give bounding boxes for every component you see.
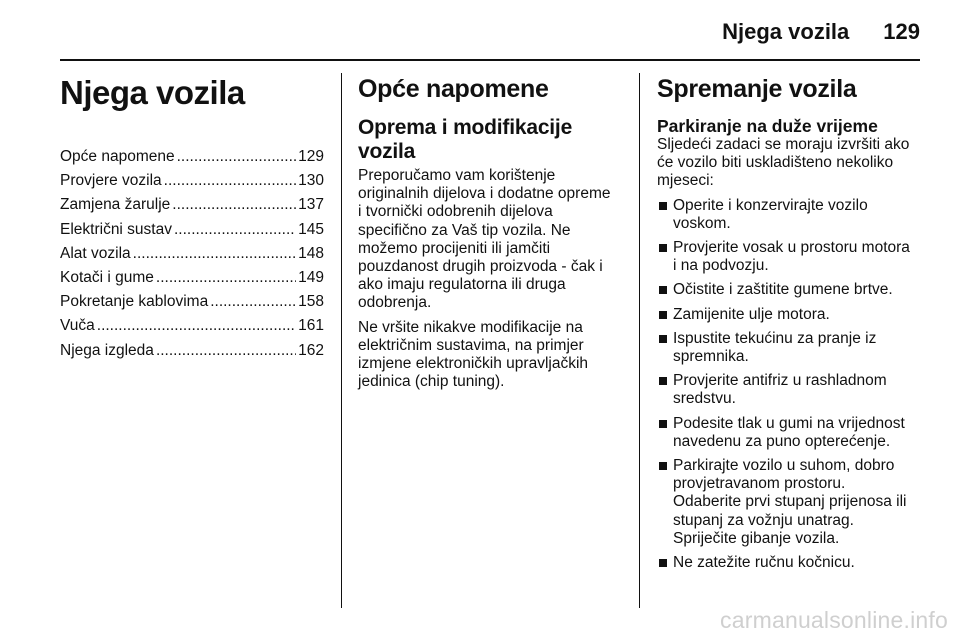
paragraph-no-modifications: Ne vršite nikakve modifikacije na električnim sustavima, na primjer izmjene elektroničkih upravljačkih jedinica (chip tuning). xyxy=(358,318,589,391)
bullet-square-icon xyxy=(659,244,667,252)
bullet-square-icon xyxy=(659,286,667,294)
list-item: Podesite tlak u gumi na vrijednost navedenu za puno opterećenje. xyxy=(657,415,924,451)
chapter-title: Njega vozila xyxy=(60,74,245,111)
list-item: Parkirajte vozilo u suhom, dobro provjetravanom prostoru. Odaberite prvi stupanj prijenosa ili stupanj za vožnju unatrag. Spriječite gibanje vozila. xyxy=(657,457,924,548)
toc-entry[interactable]: Provjere vozila ..... 130 xyxy=(60,169,324,193)
toc-entry[interactable]: Opće napomene ..... 129 xyxy=(60,145,324,169)
watermark: carmanualsonline.info xyxy=(720,607,948,633)
header-rule xyxy=(60,59,920,61)
list-item: Provjerite vosak u prostoru motora i na podvozju. xyxy=(657,239,924,275)
toc-entry[interactable]: Električni sustav ..... 145 xyxy=(60,218,324,242)
paragraph-original-parts: Preporučamo vam korištenje originalnih dijelova i dodatne opreme i tvornički odobrenih dijelova specifično za Vaš tip vozila. Ne možemo procijeniti ili jamčiti pouzdanost drugih proizvoda - čak i ako imaju regulatorna ili druga odobrenja. xyxy=(358,167,611,312)
page-header xyxy=(620,16,920,48)
toc-entry[interactable]: Kotači i gume ..... 149 xyxy=(60,266,324,290)
column-divider-2 xyxy=(639,73,640,608)
header-page-number: 129 xyxy=(883,19,920,44)
table-of-contents xyxy=(60,145,324,363)
subsection-heading: Parkiranje na duže vrijeme xyxy=(657,116,878,136)
bullet-square-icon xyxy=(659,311,667,319)
general-notes-column xyxy=(358,72,626,391)
list-item: Ne zatežite ručnu kočnicu. xyxy=(657,554,924,572)
bullet-square-icon xyxy=(659,462,667,470)
subsection-heading: Oprema i modifikacije vozila xyxy=(358,116,573,163)
bullet-square-icon xyxy=(659,377,667,385)
bullet-square-icon xyxy=(659,202,667,210)
list-item: Provjerite antifriz u rashladnom sredstvu. xyxy=(657,372,924,408)
column-divider-1 xyxy=(341,73,342,608)
bullet-square-icon xyxy=(659,335,667,343)
list-item: Očistite i zaštitite gumene brtve. xyxy=(657,281,924,299)
list-item: Operite i konzervirajte vozilo voskom. xyxy=(657,197,924,233)
list-item: Ispustite tekućinu za pranje iz spremnika. xyxy=(657,330,924,366)
bullet-square-icon xyxy=(659,420,667,428)
toc-entry[interactable]: Vuča ..... 161 xyxy=(60,314,324,338)
storage-task-list xyxy=(657,197,924,573)
section-heading: Opće napomene xyxy=(358,75,549,103)
toc-entry[interactable]: Alat vozila ..... 148 xyxy=(60,242,324,266)
vehicle-storage-column xyxy=(657,72,924,578)
header-title: Njega vozila xyxy=(722,19,850,44)
chapter-column xyxy=(60,72,324,363)
toc-entry[interactable]: Pokretanje kablovima ..... 158 xyxy=(60,290,324,314)
bullet-square-icon xyxy=(659,559,667,567)
toc-entry[interactable]: Njega izgleda ..... 162 xyxy=(60,339,324,363)
toc-entry[interactable]: Zamjena žarulje ..... 137 xyxy=(60,193,324,217)
list-item: Zamijenite ulje motora. xyxy=(657,306,924,324)
section-heading: Spremanje vozila xyxy=(657,75,857,103)
intro-paragraph: Sljedeći zadaci se moraju izvršiti ako će vozilo biti uskladišteno nekoliko mjeseci: xyxy=(657,136,910,190)
